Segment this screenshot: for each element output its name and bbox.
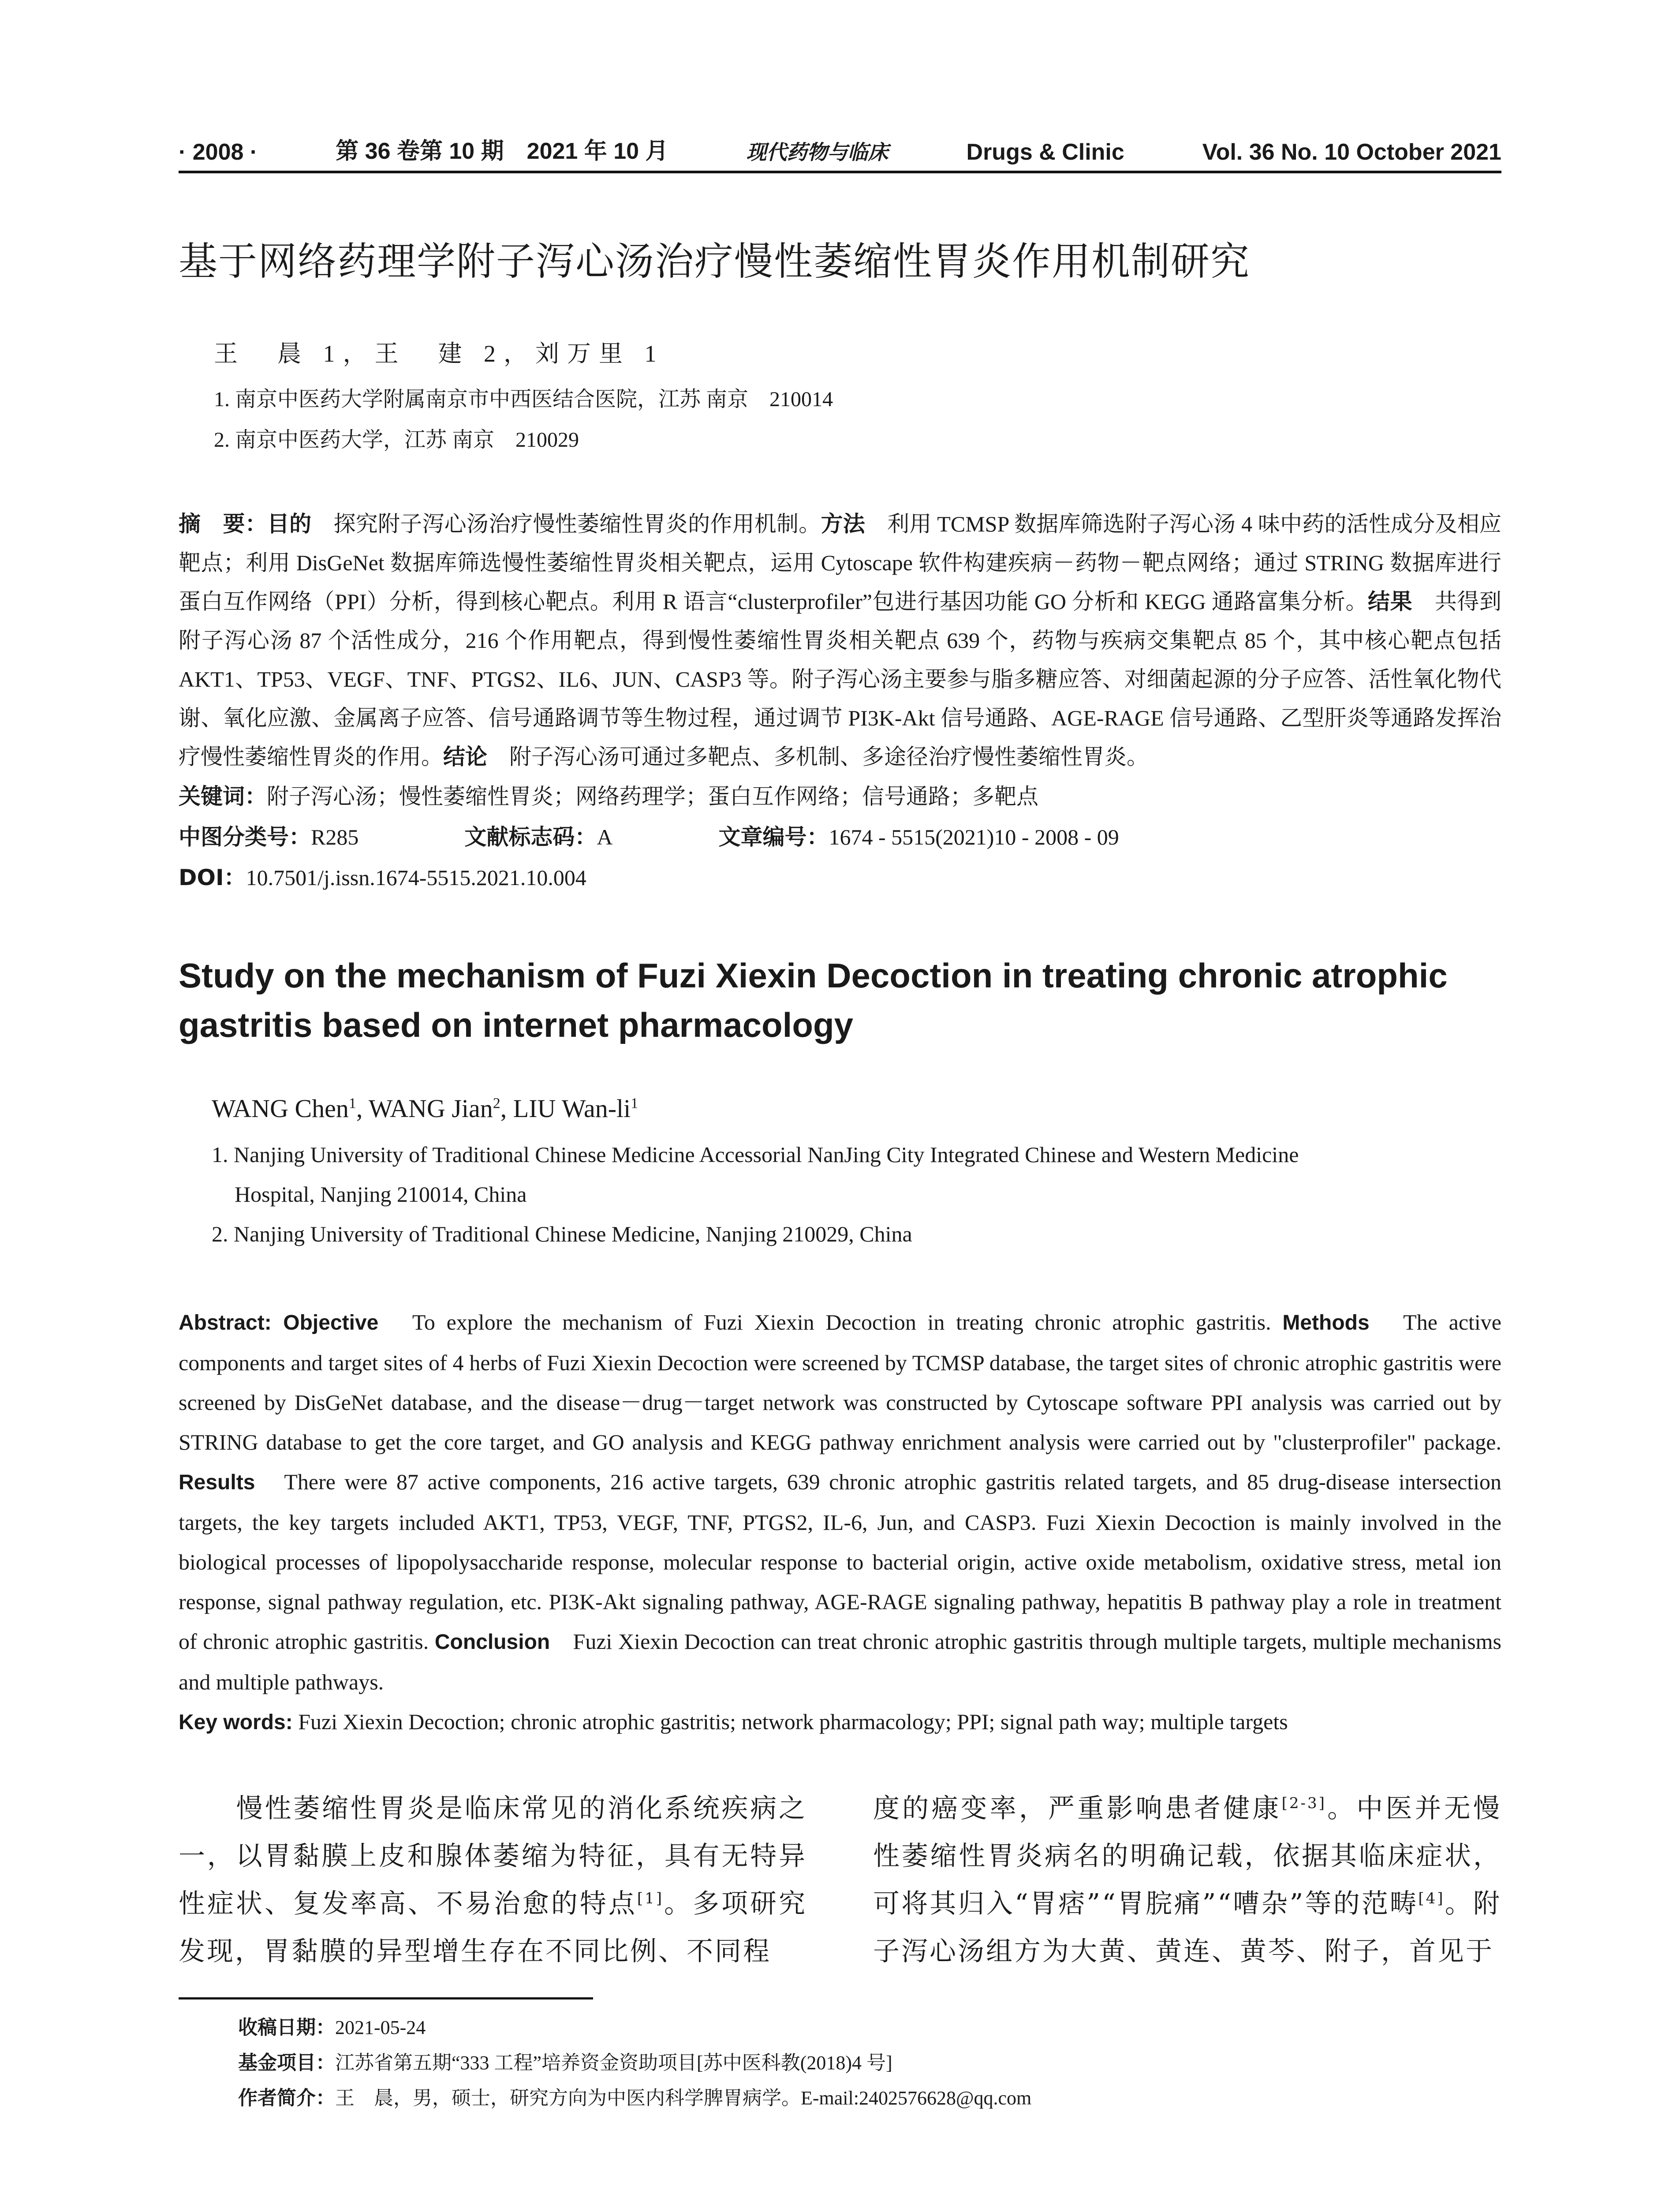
methods-text-zh: 利用 TCMSP 数据库筛选附子泻心汤 4 味中药的活性成分及相应靶点；利用 DisGeNet 数据库筛选慢性萎缩性胃炎相关靶点，运用 Cytoscape 软件构建疾病－药物－靶点网络；通过 STRING 数据库进行蛋白互作网络（PPI）分析，得到核心靶点。利用 R 语言“clusterprofiler”包进行基因功能 GO 分析和 KEGG 通路富集分析。	[179, 512, 1502, 614]
article-meta-zh	[179, 776, 1501, 898]
issue-zh: 第 36 卷第 10 期 2021 年 10 月	[336, 138, 668, 164]
doccode-label: 文献标志码：	[464, 824, 597, 850]
keywords-text-en: Fuzi Xiexin Decoction; chronic atrophic gastritis; network pharmacology; PPI; signal path way; multiple targets	[292, 1709, 1288, 1734]
footnote-author	[238, 2081, 1501, 2116]
body-left-text: 慢性萎缩性胃炎是临床常见的消化系统疾病之一，以胃黏膜上皮和腺体萎缩为特征，具有无特异性症状、复发率高、不易治愈的特点	[179, 1793, 807, 1919]
results-text-zh: 共得到附子泻心汤 87 个活性成分，216 个作用靶点，得到慢性萎缩性胃炎相关靶点 639 个，药物与疾病交集靶点 85 个，其中核心靶点包括 AKT1、TP53、VEGF、TNF、PTGS2、IL6、JUN、CASP3 等。附子泻心汤主要参与脂多糖应答、对细菌起源的分子应答、活性氧化物代谢、氧化应激、金属离子应答、信号通路调节等生物过程，通过调节 PI3K-Akt 信号通路、AGE-RAGE 信号通路、乙型肝炎等通路发挥治疗慢性萎缩性胃炎的作用。	[179, 589, 1502, 769]
title-zh: 基于网络药理学附子泻心汤治疗慢性萎缩性胃炎作用机制研究	[179, 239, 1251, 284]
affiliations-en	[212, 1135, 1501, 1254]
footnote-fund	[238, 2045, 1501, 2081]
title-en: Study on the mechanism of Fuzi Xiexin Decoction in treating chronic atrophic gastritis based on internet pharmacology	[179, 956, 1448, 1044]
conclusion-text-zh: 附子泻心汤可通过多靶点、多机制、多途径治疗慢性萎缩性胃炎。	[487, 744, 1149, 769]
clc-label: 中图分类号：	[179, 824, 311, 850]
abstract-en	[179, 1302, 1501, 1742]
body-right-text-b: 。中医并无慢性萎缩性胃炎病名的明确记载，依据其临床症状，可将其归入“胃痞”“胃脘痛”“嘈杂”等的范畴	[873, 1793, 1502, 1919]
keywords-label-zh: 关键词：	[179, 784, 267, 809]
affiliation-en-1: 1. Nanjing University of Traditional Chinese Medicine Accessorial NanJing City Integrated Chinese and Western Medicine	[212, 1142, 1299, 1167]
abstract-zh	[179, 505, 1501, 776]
citation-4[interactable]: [4]	[1418, 1890, 1445, 1907]
affiliation-zh-2: 2. 南京中医药大学，江苏 南京 210029	[214, 428, 579, 452]
abstract-label-en: Abstract: Objective	[179, 1311, 379, 1334]
results-text-en: There were 87 active components, 216 active targets, 639 chronic atrophic gastritis related targets, and 85 drug-disease intersection targets, the key targets included AKT1, TP53, VEGF, TNF, PTGS2, IL-6, Jun, and CASP3. Fuzi Xiexin Decoction is mainly involved in the biological processes of lipopolysaccharide response, molecular response to bacterial origin, active oxide metabolism, oxidative stress, metal ion response, signal pathway regulation, etc. PI3K-Akt signaling pathway, AGE-RAGE signaling pathway, hepatitis B pathway play a role in treatment of chronic atrophic gastritis.	[179, 1469, 1501, 1654]
conclusion-label-en: Conclusion	[434, 1630, 550, 1654]
doccode-value: A	[597, 825, 613, 849]
fund-text: 江苏省第五期“333 工程”培养资金资助项目[苏中医科教(2018)4 号]	[335, 2052, 892, 2074]
keywords-zh	[179, 776, 1501, 817]
journal-name-en: Drugs & Clinic	[966, 139, 1124, 165]
author-en-3-sup: 1	[631, 1095, 638, 1112]
affiliation-en-2: 2. Nanjing University of Traditional Chinese Medicine, Nanjing 210029, China	[212, 1222, 912, 1246]
issue-en: Vol. 36 No. 10 October 2021	[1202, 139, 1501, 165]
keywords-label-en: Key words:	[179, 1711, 293, 1734]
methods-text-en: The active components and target sites of 4 herbs of Fuzi Xiexin Decoction were screened by TCMSP database, the target sites of chronic atrophic gastritis were screened by DisGeNet database, and the disease－drug－target network was constructed by Cytoscape software PPI analysis was carried out by STRING database to get the core target, and GO analysis and KEGG pathway enrichment analysis were carried out by "clusterprofiler" package.	[179, 1310, 1501, 1454]
affiliation-zh-1: 1. 南京中医药大学附属南京市中西医结合医院，江苏 南京 210014	[214, 388, 833, 411]
objective-label-zh: 目的	[267, 511, 312, 537]
body-right-text-a: 度的癌变率，严重影响患者健康	[873, 1793, 1282, 1824]
running-header	[179, 132, 1501, 173]
author-bio-text: 王 晨，男，硕士，研究方向为中医内科学脾胃病学。E-mail:2402576628@qq.com	[335, 2087, 1032, 2109]
methods-label-en: Methods	[1282, 1311, 1370, 1334]
conclusion-text-en: Fuzi Xiexin Decoction can treat chronic atrophic gastritis through multiple targets, multiple mechanisms and multiple pathways.	[179, 1629, 1502, 1694]
methods-label-zh: 方法	[821, 511, 865, 537]
citation-2-3[interactable]: [2-3]	[1281, 1794, 1326, 1812]
conclusion-label-zh: 结论	[443, 744, 487, 770]
footnote-rule	[179, 1997, 593, 1999]
body-left-tail: 。多项研究发现，胃黏膜的异型增生存在不同比例、不同程	[179, 1888, 807, 1967]
articleno-label: 文章编号：	[718, 824, 829, 850]
author-bio-label: 作者简介：	[238, 2087, 335, 2109]
affiliations-zh	[214, 379, 1501, 460]
keywords-en	[179, 1702, 1501, 1742]
author-en-3: , LIU Wan-li	[500, 1094, 631, 1123]
citation-1[interactable]: [1]	[637, 1890, 664, 1907]
body-columns	[179, 1785, 1501, 1975]
abstract-label-zh: 摘 要：	[179, 511, 267, 537]
doi-value[interactable]: 10.7501/j.issn.1674-5515.2021.10.004	[246, 865, 586, 890]
footnote-received	[238, 2010, 1501, 2045]
objective-text-zh: 探究附子泻心汤治疗慢性萎缩性胃炎的作用机制。	[311, 512, 821, 536]
authors-zh: 王 晨 1，王 建 2，刘万里 1	[214, 340, 665, 367]
body-column-left	[179, 1785, 807, 1975]
doi-label: DOI：	[179, 865, 246, 890]
author-en-2: , WANG Jian	[356, 1094, 493, 1123]
author-en-2-sup: 2	[493, 1095, 500, 1112]
authors-en	[212, 1094, 1501, 1123]
footnotes	[238, 2010, 1501, 2116]
author-en-1-sup: 1	[348, 1095, 356, 1112]
doi-line	[179, 857, 1501, 898]
results-label-en: Results	[179, 1471, 255, 1494]
keywords-text-zh: 附子泻心汤；慢性萎缩性胃炎；网络药理学；蛋白互作网络；信号通路；多靶点	[267, 784, 1038, 809]
clc-value: R285	[311, 825, 359, 849]
body-column-right	[873, 1785, 1501, 1975]
articleno-value: 1674 - 5515(2021)10 - 2008 - 09	[829, 825, 1119, 849]
received-label: 收稿日期：	[238, 2016, 335, 2039]
author-en-1: WANG Chen	[212, 1094, 349, 1123]
affiliation-en-1-cont: Hospital, Nanjing 210014, China	[235, 1182, 527, 1207]
paper-page	[179, 132, 1501, 2116]
fund-label: 基金项目：	[238, 2052, 335, 2074]
objective-text-en: To explore the mechanism of Fuzi Xiexin Decoction in treating chronic atrophic gastritis.	[378, 1310, 1271, 1334]
results-label-zh: 结果	[1368, 589, 1413, 614]
body-right-text-c: 。附子泻心汤组方为大黄、黄连、黄芩、附子，首见于	[873, 1888, 1501, 1967]
classification-line	[179, 817, 1501, 857]
journal-name-zh: 现代药物与临床	[746, 140, 889, 164]
received-date: 2021-05-24	[335, 2017, 426, 2038]
page-number: · 2008 ·	[179, 139, 258, 165]
